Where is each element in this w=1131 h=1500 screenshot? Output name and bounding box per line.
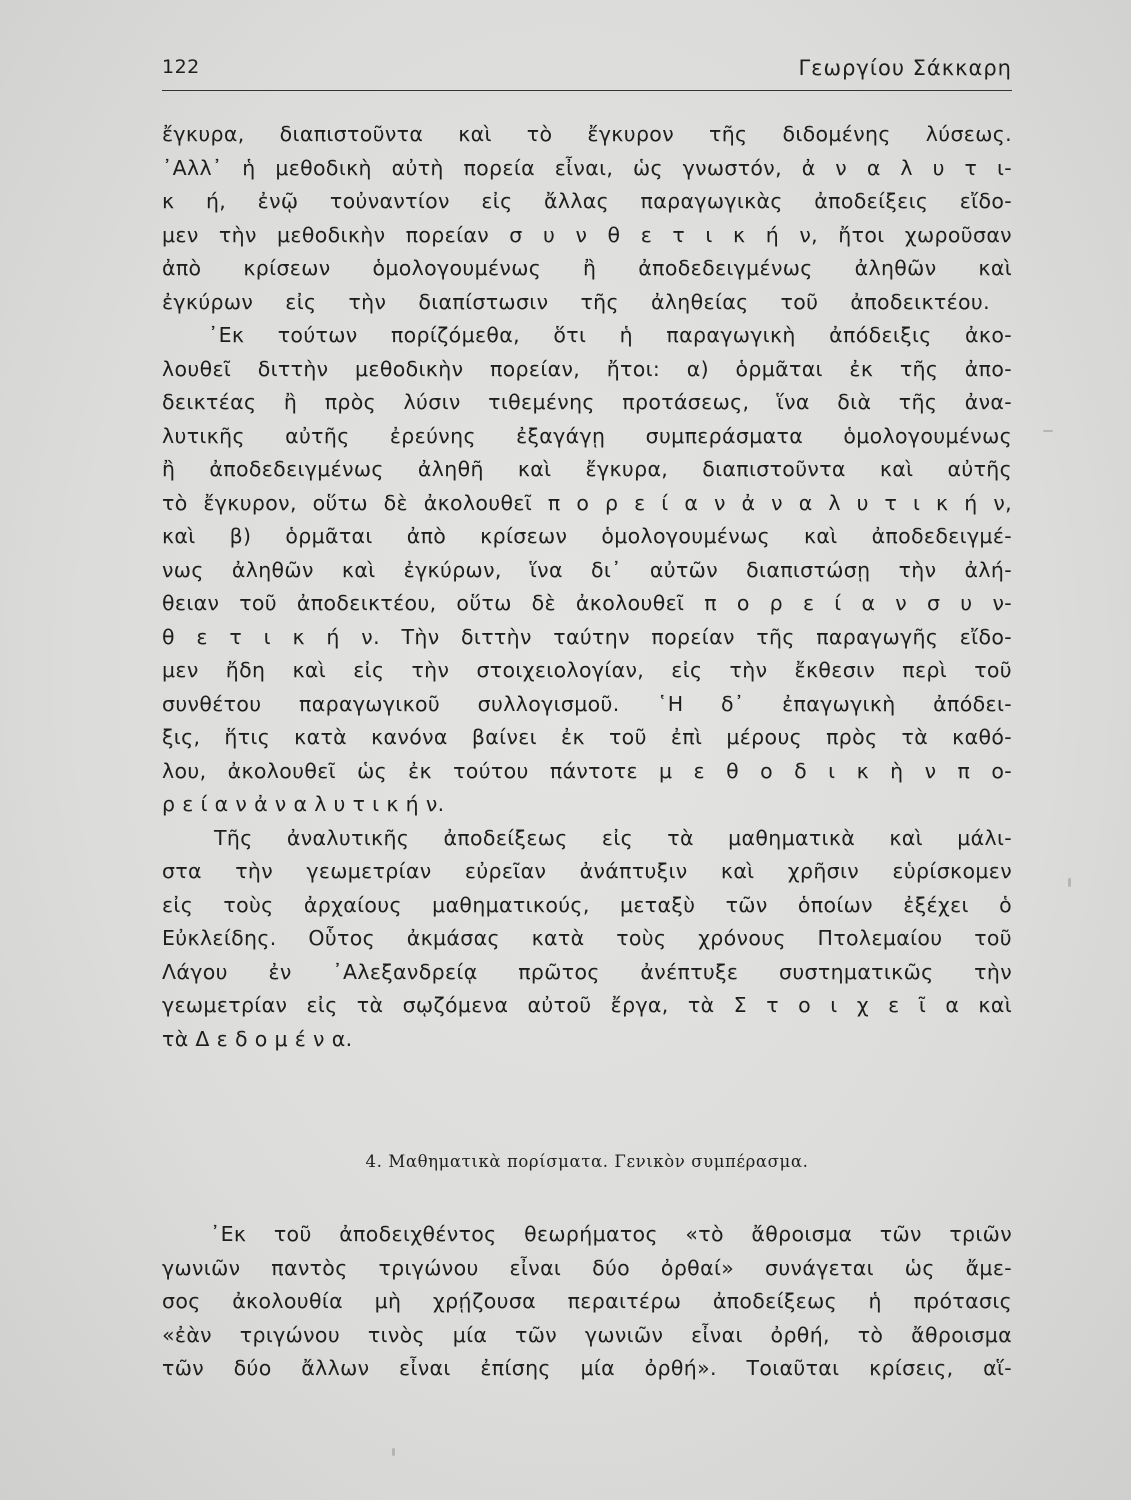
text-line: λουθεῖ διττὴν μεθοδικὴν πορείαν, ἤτοι: α) ὁρμᾶται ἐκ τῆς ἀπο-: [162, 356, 1012, 381]
text-line: μεν τὴν μεθοδικὴν πορείαν σ υ ν θ ε τ ι κ ή ν, ἤτοι χωροῦσαν: [162, 222, 1012, 247]
text-line: Λάγου ἐν ᾿Αλεξανδρείᾳ πρῶτος ἀνέπτυξε συστηματικῶς τὴν: [162, 959, 1012, 984]
text-line: ἐγκύρων εἰς τὴν διαπίστωσιν τῆς ἀληθείας τοῦ ἀποδεικτέου.: [162, 289, 990, 314]
text-line: εἰς τοὺς ἀρχαίους μαθηματικούς, μεταξὺ τῶν ὁποίων ἐξέχει ὁ: [162, 892, 1012, 917]
body-text-continued: [162, 1218, 1012, 1386]
running-head: Γεωργίου Σάκκαρη: [798, 56, 1012, 80]
page-number: 122: [162, 56, 200, 78]
body-text: [162, 118, 1012, 1056]
text-line: Εὐκλείδης. Οὗτος ἀκμάσας κατὰ τοὺς χρόνους Πτολεμαίου τοῦ: [162, 926, 1012, 950]
text-line: ᾿Εκ τούτων πορίζόμεθα, ὅτι ἡ παραγωγικὴ ἀπόδειξις ἀκο-: [208, 323, 1012, 347]
text-line: τῶν δύο ἄλλων εἶναι ἐπίσης μία ὀρθή». Τοιαῦται κρίσεις, αἵ-: [162, 1356, 1012, 1380]
text-line: δεικτέας ἢ πρὸς λύσιν τιθεμένης προτάσεως, ἵνα διὰ τῆς ἀνα-: [162, 390, 1012, 414]
header-rule: [162, 90, 1012, 91]
text-line: θ ε τ ι κ ή ν. Τὴν διττὴν ταύτην πορείαν τῆς παραγωγῆς εἴδο-: [162, 624, 1012, 649]
margin-mark: [1043, 430, 1053, 432]
text-line: θειαν τοῦ ἀποδεικτέου, οὕτω δὲ ἀκολουθεῖ π ο ρ ε ί α ν σ υ ν-: [162, 591, 1012, 615]
text-line: «ἐὰν τριγώνου τινὸς μία τῶν γωνιῶν εἶναι ὀρθή, τὸ ἄθροισμα: [162, 1322, 1012, 1347]
page-header: [162, 52, 1012, 88]
text-line: κ ή, ἐνῷ τοὐναντίον εἰς ἄλλας παραγωγικὰς ἀποδείξεις εἴδο-: [162, 189, 1012, 213]
margin-mark: [392, 1448, 395, 1456]
text-line: ξις, ἥτις κατὰ κανόνα βαίνει ἐκ τοῦ ἐπὶ μέρους πρὸς τὰ καθό-: [162, 725, 1012, 749]
text-line: ᾿Εκ τοῦ ἀποδειχθέντος θεωρήματος «τὸ ἄθροισμα τῶν τριῶν: [210, 1222, 1012, 1246]
text-line: ἔγκυρα, διαπιστοῦντα καὶ τὸ ἔγκυρον τῆς διδομένης λύσεως.: [162, 122, 1012, 146]
margin-mark: [1068, 878, 1071, 887]
text-line: τὸ ἔγκυρον, οὕτω δὲ ἀκολουθεῖ π ο ρ ε ί α ν ἀ ν α λ υ τ ι κ ή ν,: [162, 490, 1012, 515]
text-line: ᾿Αλλ᾿ ἡ μεθοδικὴ αὐτὴ πορεία εἶναι, ὡς γνωστόν, ἀ ν α λ υ τ ι-: [162, 155, 1012, 180]
text-line: ρ ε ί α ν ἀ ν α λ υ τ ι κ ή ν.: [162, 792, 445, 816]
text-line: μεν ἤδη καὶ εἰς τὴν στοιχειολογίαν, εἰς τὴν ἔκθεσιν περὶ τοῦ: [162, 658, 1012, 682]
text-line: λυτικῆς αὐτῆς ἐρεύνης ἐξαγάγῃ συμπεράσματα ὁμολογουμένως: [162, 423, 1012, 448]
text-line: γωνιῶν παντὸς τριγώνου εἶναι δύο ὀρθαί» συνάγεται ὡς ἄμε-: [162, 1255, 1012, 1280]
text-line: λου, ἀκολουθεῖ ὡς ἐκ τούτου πάντοτε μ ε θ ο δ ι κ ὴ ν π ο-: [162, 758, 1012, 783]
text-line: γεωμετρίαν εἰς τὰ σῳζόμενα αὐτοῦ ἔργα, τὰ Σ τ ο ι χ ε ῖ α καὶ: [162, 993, 1012, 1017]
text-line: νως ἀληθῶν καὶ ἐγκύρων, ἵνα δι᾿ αὐτῶν διαπιστώσῃ τὴν ἀλή-: [162, 557, 1012, 582]
text-line: συνθέτου παραγωγικοῦ συλλογισμοῦ. ῾Η δ᾿ ἐπαγωγικὴ ἀπόδει-: [162, 691, 1012, 716]
text-line: σος ἀκολουθία μὴ χρῄζουσα περαιτέρω ἀποδείξεως ἡ πρότασις: [162, 1289, 1012, 1313]
text-line: Τῆς ἀναλυτικῆς ἀποδείξεως εἰς τὰ μαθηματικὰ καὶ μάλι-: [214, 825, 1012, 850]
text-line: ἢ ἀποδεδειγμένως ἀληθῆ καὶ ἔγκυρα, διαπιστοῦντα καὶ αὐτῆς: [162, 457, 1012, 481]
section-heading: 4. Μαθηματικὰ πορίσματα. Γενικὸν συμπέρασμα.: [365, 1152, 809, 1171]
text-line: ἀπὸ κρίσεων ὁμολογουμένως ἢ ἀποδεδειγμένως ἀληθῶν καὶ: [162, 256, 1012, 280]
text-line: στα τὴν γεωμετρίαν εὐρεῖαν ἀνάπτυξιν καὶ χρῆσιν εὑρίσκομεν: [162, 859, 1012, 883]
text-line: καὶ β) ὁρμᾶται ἀπὸ κρίσεων ὁμολογουμένως καὶ ἀποδεδειγμέ-: [162, 524, 1012, 548]
text-line: τὰ Δ ε δ ο μ έ ν α.: [162, 1026, 353, 1051]
